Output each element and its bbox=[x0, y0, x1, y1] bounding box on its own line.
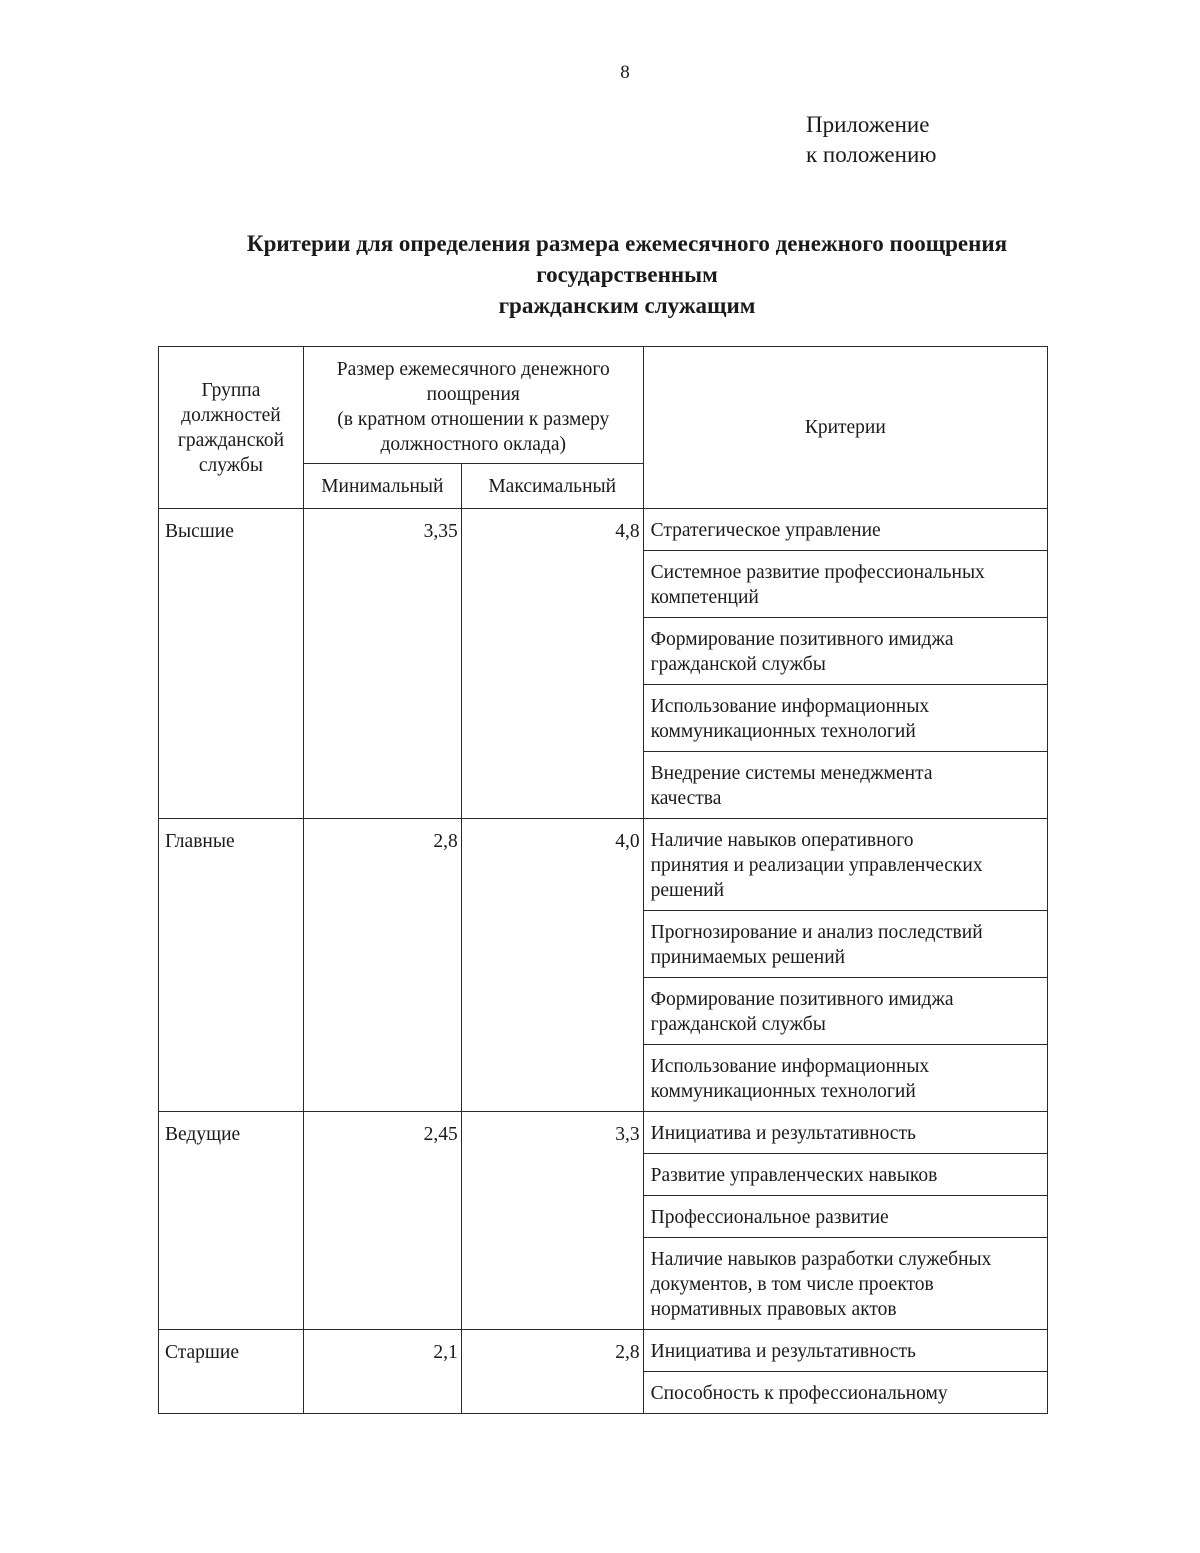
criterion-cell bbox=[643, 978, 1047, 1045]
criteria-table bbox=[158, 346, 1048, 1414]
criterion-line: решений bbox=[650, 880, 725, 901]
criterion-cell bbox=[643, 509, 1047, 551]
criterion-line: Формирование позитивного имиджа bbox=[650, 629, 954, 650]
header-line: Размер ежемесячного денежного bbox=[336, 359, 610, 380]
appendix-line: к положению bbox=[806, 142, 937, 167]
group-name: Ведущие bbox=[159, 1112, 304, 1330]
min-value: 2,1 bbox=[303, 1330, 461, 1414]
min-value: 3,35 bbox=[303, 509, 461, 819]
header-line: гражданской bbox=[177, 429, 285, 451]
table-row bbox=[159, 509, 1048, 551]
appendix-label bbox=[806, 110, 936, 170]
criterion-line: Прогнозирование и анализ последствий bbox=[650, 922, 983, 943]
criterion-line: нормативных правовых актов bbox=[650, 1299, 897, 1320]
criterion-cell bbox=[643, 1196, 1047, 1238]
criterion-cell bbox=[643, 618, 1047, 685]
criterion-cell bbox=[643, 911, 1047, 978]
criterion-line: Системное развитие профессиональных bbox=[650, 562, 985, 583]
title-line: гражданским служащим bbox=[498, 293, 756, 318]
max-value: 4,8 bbox=[461, 509, 643, 819]
header-group bbox=[159, 347, 304, 509]
criterion-cell bbox=[643, 685, 1047, 752]
criterion-line: Внедрение системы менеджмента bbox=[650, 763, 933, 784]
document-title bbox=[150, 228, 1104, 321]
criterion-cell bbox=[643, 1238, 1047, 1330]
table-row bbox=[159, 1330, 1048, 1372]
criterion-cell bbox=[643, 1045, 1047, 1112]
criterion-line: Наличие навыков разработки служебных bbox=[650, 1249, 992, 1270]
criterion-line: Стратегическое управление bbox=[650, 520, 881, 541]
criterion-cell bbox=[643, 551, 1047, 618]
title-line: Критерии для определения размера ежемесячного денежного поощрения bbox=[246, 231, 1008, 256]
header-line: поощрения bbox=[426, 384, 520, 405]
criterion-line: документов, в том числе проектов bbox=[650, 1274, 934, 1295]
header-line: службы bbox=[198, 454, 263, 476]
header-line: должностей bbox=[181, 404, 281, 426]
header-max: Максимальный bbox=[461, 464, 643, 509]
appendix-line: Приложение bbox=[806, 112, 930, 137]
max-value: 3,3 bbox=[461, 1112, 643, 1330]
table-body bbox=[159, 509, 1048, 1414]
header-size bbox=[303, 347, 643, 464]
criterion-line: гражданской службы bbox=[650, 654, 826, 675]
criterion-line: компетенций bbox=[650, 587, 759, 608]
criterion-line: коммуникационных технологий bbox=[650, 1081, 916, 1102]
table-row bbox=[159, 1112, 1048, 1154]
criterion-cell bbox=[643, 819, 1047, 911]
criterion-line: гражданской службы bbox=[650, 1014, 826, 1035]
criterion-cell bbox=[643, 1372, 1047, 1414]
criterion-line: принимаемых решений bbox=[650, 947, 846, 968]
criterion-line: Инициатива и результативность bbox=[650, 1123, 916, 1144]
criterion-cell bbox=[643, 752, 1047, 819]
criterion-cell bbox=[643, 1330, 1047, 1372]
criterion-line: Использование информационных bbox=[650, 696, 930, 717]
group-name: Старшие bbox=[159, 1330, 304, 1414]
max-value: 2,8 bbox=[461, 1330, 643, 1414]
criterion-cell bbox=[643, 1112, 1047, 1154]
criterion-line: принятия и реализации управленческих bbox=[650, 855, 983, 876]
criterion-line: коммуникационных технологий bbox=[650, 721, 916, 742]
criterion-line: Формирование позитивного имиджа bbox=[650, 989, 954, 1010]
header-line: Группа bbox=[201, 379, 261, 401]
criterion-line: качества bbox=[650, 788, 722, 809]
header-criteria: Критерии bbox=[643, 347, 1047, 509]
group-name: Высшие bbox=[159, 509, 304, 819]
header-line: должностного оклада) bbox=[380, 434, 566, 455]
max-value: 4,0 bbox=[461, 819, 643, 1112]
header-line: (в кратном отношении к размеру bbox=[337, 409, 610, 430]
group-name: Главные bbox=[159, 819, 304, 1112]
title-line: государственным bbox=[536, 262, 718, 287]
page-number: 8 bbox=[620, 62, 630, 83]
criterion-line: Наличие навыков оперативного bbox=[650, 830, 914, 851]
criterion-cell bbox=[643, 1154, 1047, 1196]
criterion-line: Развитие управленческих навыков bbox=[650, 1165, 938, 1186]
table-row bbox=[159, 819, 1048, 911]
header-min: Минимальный bbox=[303, 464, 461, 509]
min-value: 2,45 bbox=[303, 1112, 461, 1330]
criterion-line: Способность к профессиональному bbox=[650, 1383, 948, 1404]
criterion-line: Инициатива и результативность bbox=[650, 1341, 916, 1362]
criterion-line: Профессиональное развитие bbox=[650, 1207, 889, 1228]
criterion-line: Использование информационных bbox=[650, 1056, 930, 1077]
min-value: 2,8 bbox=[303, 819, 461, 1112]
